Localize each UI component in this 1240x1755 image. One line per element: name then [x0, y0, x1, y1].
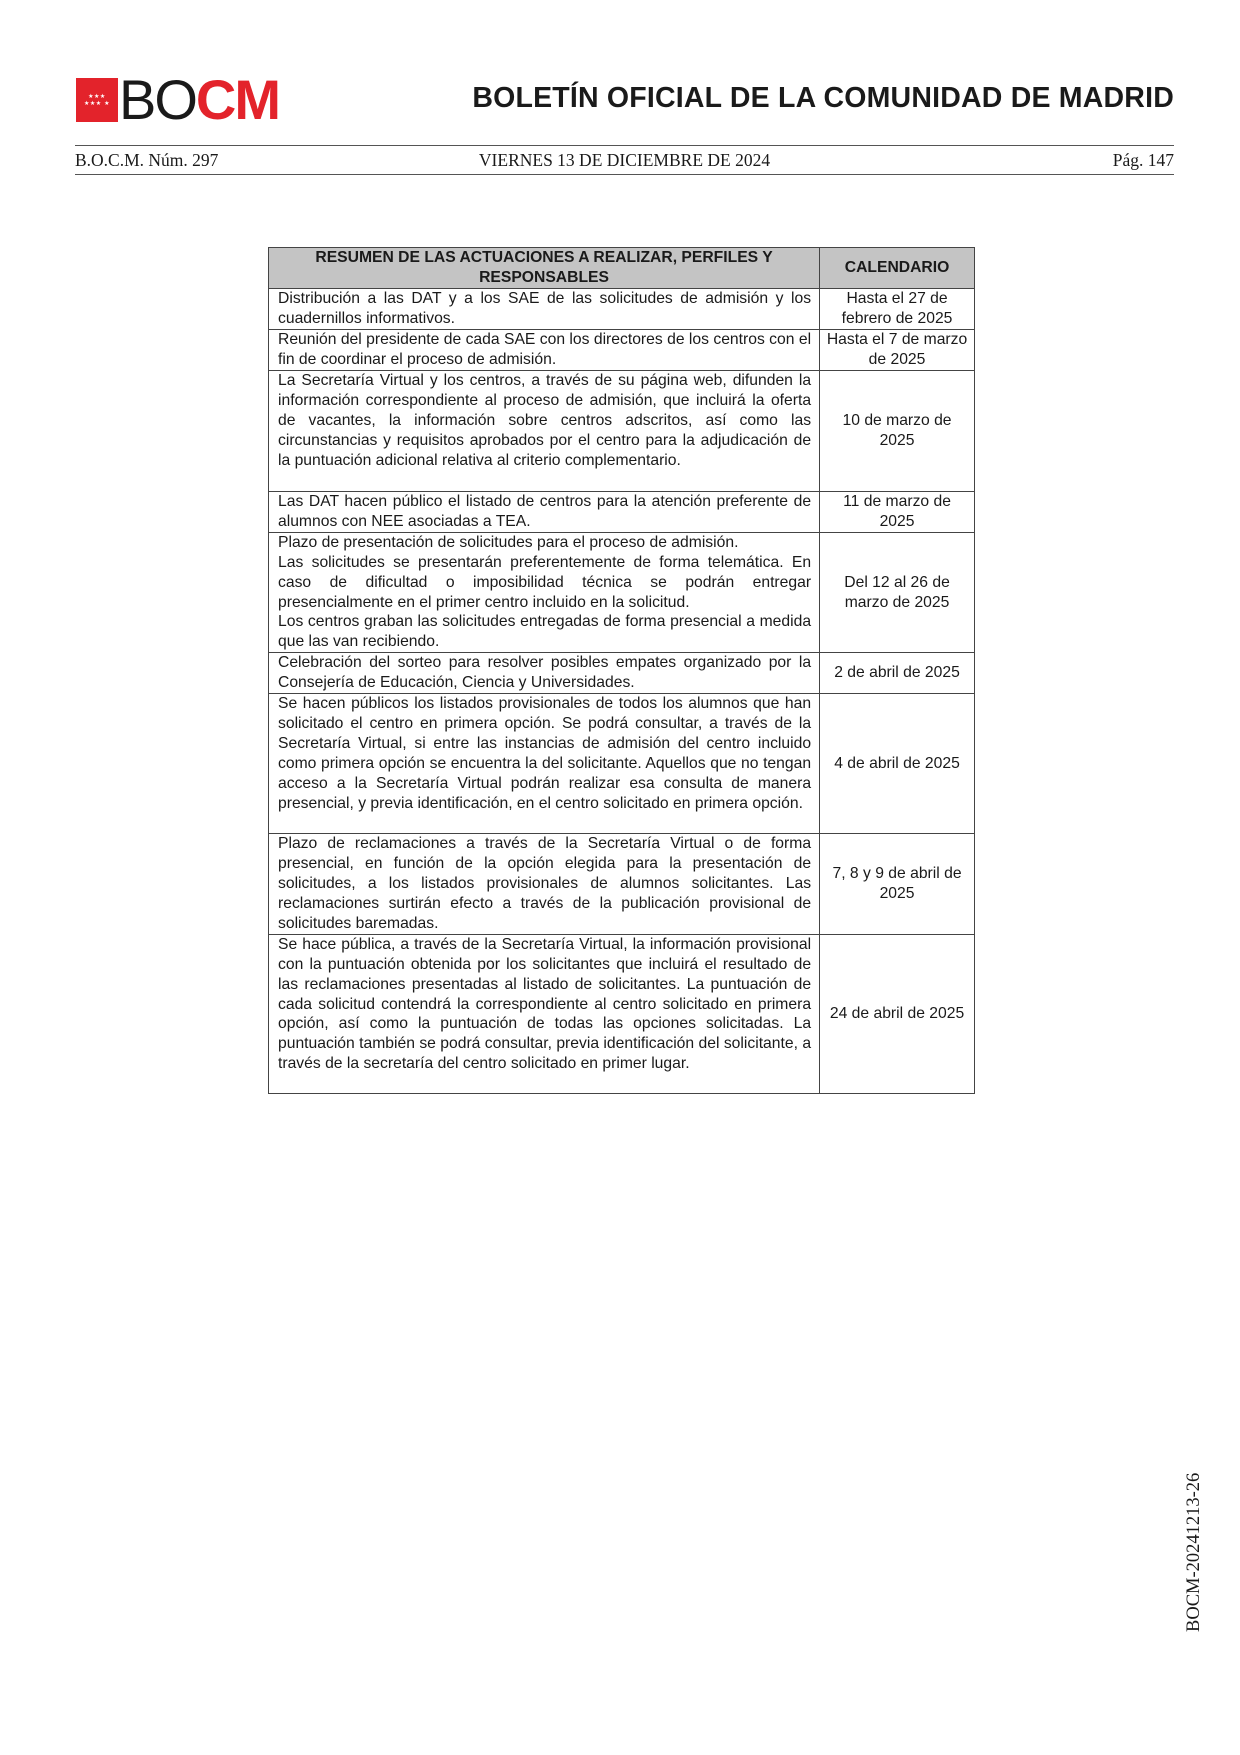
- table-row: [269, 653, 975, 694]
- row-date: 2 de abril de 2025: [820, 653, 975, 694]
- row-description: Plazo de reclamaciones a través de la Secretaría Virtual o de forma presencial, en función de la opción elegida para la presentación de solicitudes, a los listados provisionales de alumnos solicitantes. Las reclamaciones surtirán efecto a través de la publicación provisional de solicitudes baremadas.: [269, 834, 820, 935]
- schedule-table: [268, 247, 975, 1094]
- table-row: [269, 694, 975, 834]
- row-date: 10 de marzo de 2025: [820, 371, 975, 492]
- header-actions: RESUMEN DE LAS ACTUACIONES A REALIZAR, PERFILES Y RESPONSABLES: [269, 248, 820, 289]
- row-description: Reunión del presidente de cada SAE con los directores de los centros con el fin de coordinar el proceso de admisión.: [269, 330, 820, 371]
- row-description: [269, 532, 820, 652]
- row-description: Celebración del sorteo para resolver posibles empates organizado por la Consejería de Educación, Ciencia y Universidades.: [269, 653, 820, 694]
- table-header-row: [269, 248, 975, 289]
- table-row: [269, 289, 975, 330]
- table-row: [269, 532, 975, 652]
- issue-number: B.O.C.M. Núm. 297: [75, 150, 219, 170]
- row-description: Distribución a las DAT y a los SAE de las solicitudes de admisión y los cuadernillos informativos.: [269, 289, 820, 330]
- page-number: Pág. 147: [1112, 150, 1174, 170]
- madrid-flag-icon: [76, 78, 118, 122]
- issue-date: VIERNES 13 DE DICIEMBRE DE 2024: [478, 150, 771, 170]
- row-description: Se hacen públicos los listados provisionales de todos los alumnos que han solicitado el centro en primera opción. Se podrá consultar, a través de la Secretaría Virtual, si entre las instancias de admisión del centro incluido como primera opción se encuentra la del solicitante. Aquellos que no tengan acceso a la Secretaría Virtual podrán realizar esa consulta de manera presencial, y previa identificación, en el centro solicitado en primera opción.: [269, 694, 820, 834]
- row-date: Del 12 al 26 de marzo de 2025: [820, 532, 975, 652]
- row-date: 4 de abril de 2025: [820, 694, 975, 834]
- row-description: Las DAT hacen público el listado de centros para la atención preferente de alumnos con NEE asociadas a TEA.: [269, 492, 820, 533]
- header-calendar: CALENDARIO: [820, 248, 975, 289]
- logo-wordmark: [119, 68, 280, 131]
- row-description: La Secretaría Virtual y los centros, a través de su página web, difunden la información correspondiente al proceso de admisión, que incluirá la oferta de vacantes, la información sobre centros adscritos, así como las circunstancias y requisitos aprobados por el centro para la adjudicación de la puntuación adicional relativa al criterio complementario.: [269, 371, 820, 492]
- logo-text-cm: CM: [195, 68, 280, 131]
- bulletin-title: BOLETÍN OFICIAL DE LA COMUNIDAD DE MADRID: [472, 82, 1174, 114]
- header-rule-top: [75, 145, 1174, 146]
- header-meta-line: [75, 150, 1174, 172]
- row-date: 11 de marzo de 2025: [820, 492, 975, 533]
- table-row: [269, 492, 975, 533]
- row-description: Se hace pública, a través de la Secretaría Virtual, la información provisional con la puntuación obtenida por los solicitantes que incluirá el resultado de las reclamaciones presentadas al listado de solicitantes. La puntuación de cada solicitud contendrá la correspondiente al centro solicitado en primera opción, así como la puntuación de todas las opciones solicitadas. La puntuación también se podrá consultar, previa identificación del solicitante, a través de la secretaría del centro solicitado en primer lugar.: [269, 934, 820, 1093]
- row-description-line: Plazo de presentación de solicitudes para el proceso de admisión.: [278, 533, 739, 551]
- logo-text-bo: BO: [119, 68, 196, 131]
- row-date: 7, 8 y 9 de abril de 2025: [820, 834, 975, 935]
- row-date: 24 de abril de 2025: [820, 934, 975, 1093]
- row-description-line: Las solicitudes se presentarán preferentemente de forma telemática. En caso de dificultad o imposibilidad técnica se podrán entregar presencialmente en el primer centro incluido en la solicitud.: [278, 553, 812, 611]
- bocm-logo: [76, 68, 280, 131]
- row-date: Hasta el 27 de febrero de 2025: [820, 289, 975, 330]
- row-date: Hasta el 7 de marzo de 2025: [820, 330, 975, 371]
- row-description-line: Los centros graban las solicitudes entregadas de forma presencial a medida que las van recibiendo.: [278, 613, 812, 651]
- document-code: BOCM-20241213-26: [1184, 1472, 1204, 1632]
- table-row: [269, 371, 975, 492]
- table-row: [269, 834, 975, 935]
- header-rule-bottom: [75, 174, 1174, 175]
- logo-stars: ★★★ ★★★ ★: [84, 93, 110, 107]
- table-row: [269, 330, 975, 371]
- table-row: [269, 934, 975, 1093]
